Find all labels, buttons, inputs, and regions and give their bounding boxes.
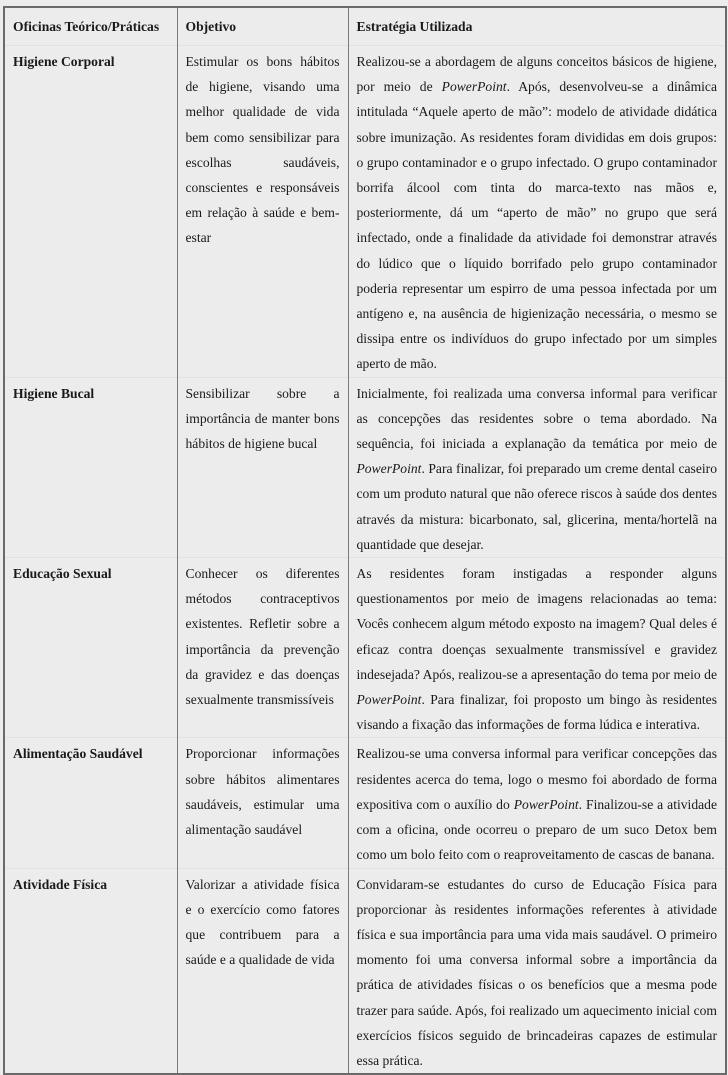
objective-cell: Conhecer os diferentes métodos contraceptivos existentes. Refletir sobre a importância da prevenção da gravidez e das doenças sexualmente transmissíveis [177,558,348,738]
strategy-italic: PowerPoint [356,692,422,708]
strategy-text: . Para finalizar, foi proposto um bingo às residentes visando a fixação das informações de forma lúdica e interativa. [356,692,717,733]
table-row [4,738,726,868]
strategy-cell [348,377,726,557]
table-row [4,46,726,378]
strategy-italic: PowerPoint [441,79,507,95]
objective-cell: Estimular os bons hábitos de higiene, visando uma melhor qualidade de vida bem como sensibilizar para escolhas saudáveis, conscientes e responsáveis em relação à saúde e bem-estar [177,46,348,378]
strategy-text: . Após, desenvolveu-se a dinâmica intitulada “Aquele aperto de mão”: modelo de atividade didática sobre imunização. As residentes foram divididas em dois grupos: o grupo contaminador e o grupo infectado. O grupo contaminador borrifa álcool com tinta do marca-texto nas mãos e, posteriormente, dá um “aperto de mão” no grupo que será infectado, onde a finalidade da atividade foi demonstrar através do lúdico que o líquido borrifado pelo grupo contaminador poderia representar um espirro de uma pessoa infectada por um antígeno e, na ausência de higienização necessária, o mesmo se dissipa entre os indivíduos do grupo infectado por um simples aperto de mão. [356,79,718,372]
strategy-cell [348,46,726,378]
objective-cell: Sensibilizar sobre a importância de manter bons hábitos de higiene bucal [177,377,348,557]
table-row [4,868,726,1074]
objective-cell: Valorizar a atividade física e o exercício como fatores que contribuem para a saúde e a qualidade de vida [177,868,348,1074]
strategy-text: Realizou-se a abordagem de alguns conceitos básicos de higiene, por meio de [356,54,717,95]
strategy-text: As residentes foram instigadas a responder alguns questionamentos por meio de imagens relacionadas ao tema: Vocês conhecem algum método exposto na imagem? Qual deles é eficaz contra doenças sexualmente transmissível e gravidez indesejada? Após, realizou-se a apresentação do tema por meio de [356,566,717,682]
strategy-text: . Para finalizar, foi preparado um creme dental caseiro com um produto natural que não oferece riscos à saúde dos dentes através da mistura: bicarbonato, sal, glicerina, menta/hortelã na quantidade que desejar. [356,461,717,552]
strategy-italic: PowerPoint [513,796,579,812]
strategy-text: . Finalizou-se a atividade com a oficina, onde ocorreu o preparo de um suco Detox bem como um bolo feito com o reaproveitamento de cascas de banana. [356,796,717,863]
header-objective: Objetivo [177,7,348,46]
workshop-name: Higiene Corporal [4,46,177,378]
workshop-name: Higiene Bucal [4,377,177,557]
strategy-text: Realizou-se uma conversa informal para verificar concepções das residentes acerca do tema, logo o mesmo foi abordado de forma expositiva com o auxílio do [356,746,717,812]
strategy-text: Inicialmente, foi realizada uma conversa informal para verificar as concepções das residentes sobre o tema abordado. Na sequência, foi iniciada a explanação da temática por meio de [356,385,717,452]
workshop-name: Atividade Física [4,868,177,1074]
strategy-cell [348,738,726,868]
header-row [4,7,726,46]
header-workshop: Oficinas Teórico/Práticas [13,19,160,34]
workshop-name: Alimentação Saudável [4,738,177,868]
workshop-name: Educação Sexual [4,558,177,738]
objective-cell: Proporcionar informações sobre hábitos alimentares saudáveis, estimular uma alimentação saudável [177,738,348,868]
workshops-table [3,6,727,1075]
table-row [4,558,726,738]
strategy-text: Convidaram-se estudantes do curso de Educação Física para proporcionar às residentes informações referentes à atividade física e sua importância para uma vida mais saudável. O primeiro momento foi uma conversa informal sobre a importância da prática de atividades físicas o os benefícios que a mesma pode trazer para saúde. Após, foi realizado um aquecimento inicial com exercícios físicos seguido de brincadeiras capazes de estimular essa prática. [356,876,717,1068]
strategy-cell [348,868,726,1074]
header-strategy: Estratégia Utilizada [348,7,726,46]
strategy-italic: PowerPoint [356,461,422,477]
table-row [4,377,726,557]
strategy-cell [348,558,726,738]
